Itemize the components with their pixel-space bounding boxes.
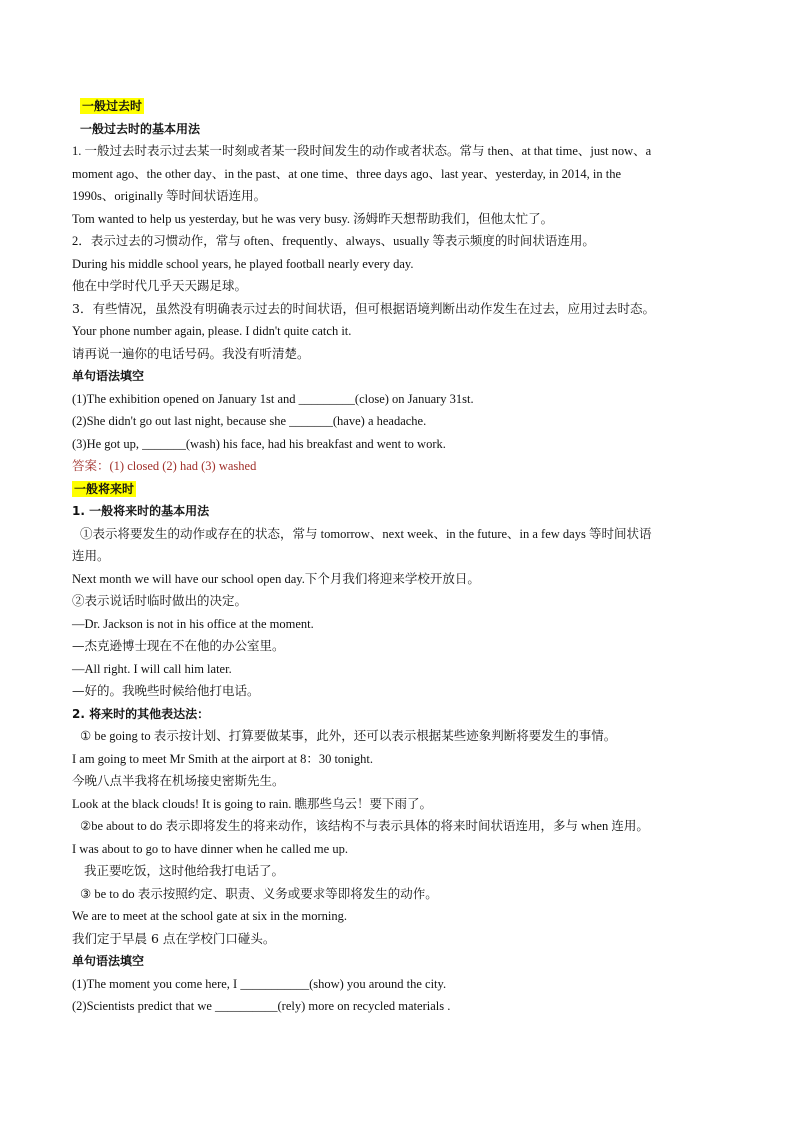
- future-subheading-1: 1. 一般将来时的基本用法: [72, 504, 210, 518]
- future-form-2-example: I was about to go to have dinner when he called me up.: [72, 841, 348, 856]
- future-form-3-example-cn: 我们定于早晨 6 点在学校门口碰头。: [72, 930, 276, 946]
- future-form-1-example-1-cn: 今晚八点半我将在机场接史密斯先生。: [72, 773, 285, 788]
- future-usage-2-example-1: —Dr. Jackson is not in his office at the moment.: [72, 616, 314, 631]
- future-usage-2: ②表示说话时临时做出的决定。: [72, 593, 248, 608]
- future-form-2: ②be about to do 表示即将发生的将来动作，该结构不与表示具体的将来时间状语连用，多与 when 连用。: [80, 819, 649, 833]
- future-usage-1-line-b: 连用。: [72, 548, 110, 563]
- past-exercise-title: 单句语法填空: [72, 369, 145, 383]
- future-form-3-example: We are to meet at the school gate at six in the morning.: [72, 909, 347, 923]
- future-form-3: ③ be to do 表示按照约定、职责、义务或要求等即将发生的动作。: [80, 886, 438, 901]
- past-tense-heading: 一般过去时: [82, 99, 143, 113]
- document-content: [72, 95, 737, 1018]
- past-usage-3: 3．有些情况，虽然没有明确表示过去的时间状语，但可根据语境判断出动作发生在过去，应用过去时态。: [72, 300, 655, 316]
- future-form-2-example-cn: 我正要吃饭，这时他给我打电话了。: [84, 863, 285, 878]
- past-question-2: (2)She didn't go out last night, because she _______(have) a headache.: [72, 414, 427, 428]
- past-question-3: (3)He got up, _______(wash) his face, had his breakfast and went to work.: [72, 436, 446, 451]
- future-form-1: ① be going to 表示按计划、打算要做某事，此外，还可以表示根据某些迹象判断将要发生的事情。: [80, 729, 617, 743]
- past-example-2-cn: 他在中学时代几乎天天踢足球。: [72, 278, 248, 293]
- future-usage-1-line-a: ①表示将要发生的动作或存在的状态，常与 tomorrow、next week、in the future、in a few days 等时间状语: [80, 526, 652, 541]
- past-example-3-cn: 请再说一遍你的电话号码。我没有听清楚。: [72, 345, 310, 361]
- past-answer: 答案：(1) closed (2) had (3) washed: [72, 459, 257, 473]
- past-example-1: Tom wanted to help us yesterday, but he was very busy. 汤姆昨天想帮助我们，但他太忙了。: [72, 211, 554, 226]
- future-usage-2-example-2: —All right. I will call him later.: [72, 661, 232, 676]
- past-usage-2: 2．表示过去的习惯动作，常与 often、frequently、always、usually 等表示频度的时间状语连用。: [72, 234, 595, 248]
- past-usage-1-line-b: moment ago、the other day、in the past、at one time、three days ago、last year、yesterday, in 2014, in the: [72, 166, 622, 181]
- past-tense-subheading: 一般过去时的基本用法: [80, 121, 201, 136]
- past-usage-1-line-a: 1. 一般过去时表示过去某一时刻或者某一段时间发生的动作或者状态。常与 then、at that time、just now、a: [72, 144, 652, 158]
- future-subheading-2: 2. 将来时的其他表达法：: [72, 706, 210, 721]
- future-usage-1-example: Next month we will have our school open day.下个月我们将迎来学校开放日。: [72, 571, 480, 586]
- future-usage-2-example-2-cn: —好的。我晚些时候给他打电话。: [72, 683, 260, 698]
- future-question-1: (1)The moment you come here, I ___________(show) you around the city.: [72, 976, 447, 991]
- past-question-1: (1)The exhibition opened on January 1st and _________(close) on January 31st.: [72, 391, 474, 406]
- future-tense-heading-line: [72, 478, 737, 501]
- past-usage-1-line-c: 1990s、originally 等时间状语连用。: [72, 189, 267, 203]
- past-example-3-en: Your phone number again, please. I didn't quite catch it.: [72, 324, 352, 338]
- future-usage-2-example-1-cn: —杰克逊博士现在不在他的办公室里。: [72, 638, 285, 653]
- future-question-2: (2)Scientists predict that we __________(rely) more on recycled materials .: [72, 999, 451, 1013]
- future-exercise-title: 单句语法填空: [72, 954, 145, 968]
- future-tense-heading: 一般将来时: [74, 481, 135, 496]
- past-example-2-en: During his middle school years, he played football nearly every day.: [72, 256, 414, 271]
- future-form-1-example-2: Look at the black clouds! It is going to rain. 瞧那些乌云！要下雨了。: [72, 796, 433, 811]
- future-form-1-example-1: I am going to meet Mr Smith at the airport at 8：30 tonight.: [72, 751, 373, 766]
- past-tense-heading-line: [72, 95, 737, 118]
